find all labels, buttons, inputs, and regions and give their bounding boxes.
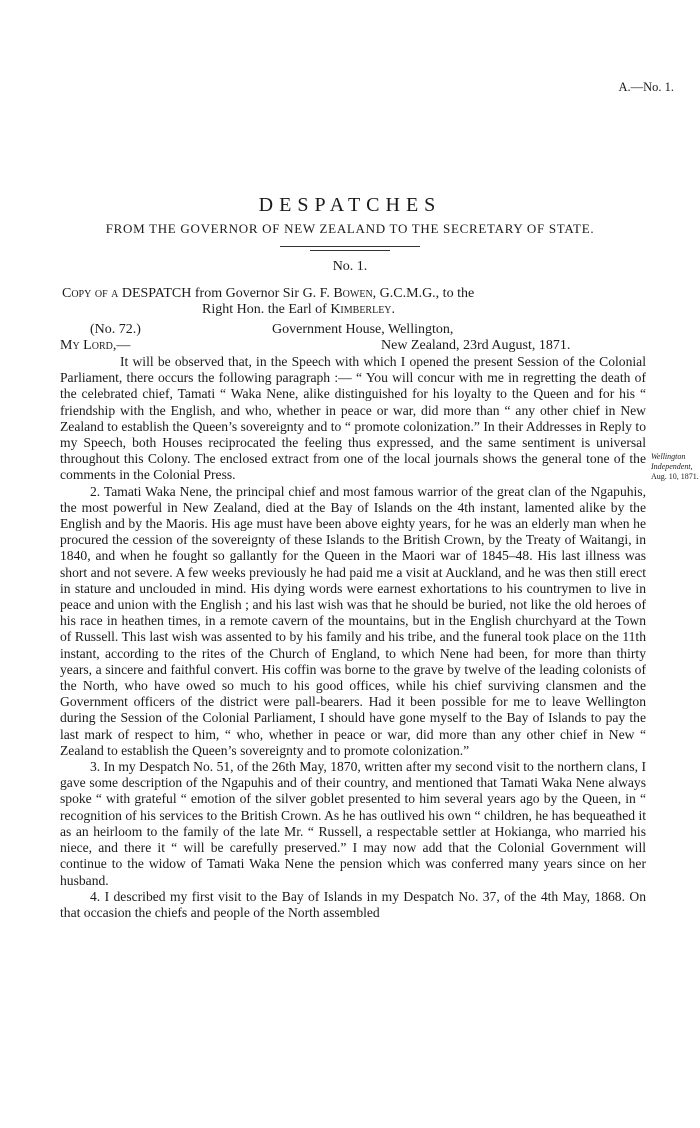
address-line-1: Government House, Wellington, [272, 322, 454, 337]
copy-heading-line1: Copy of a DESPATCH from Governor Sir G. F. Bowen, G.C.M.G., to the [62, 286, 475, 301]
despatch-number: (No. 72.) [90, 322, 141, 337]
paragraph-1: It will be observed that, in the Speech with which I opened the present Session of the Colonial Parliament, there occurs the following paragraph :— “ You will concur with me in regretting the death of the celebrated chief, Tamati “ Waka Nene, alike distinguished for his loyalty to the Queen and for his “ friendship with the English, and who, whether in peace or war, did more than “ any other chief in New Zealand to establish the Queen’s sovereignty and to “ promote colonization.” In their Addresses in Reply to my Speech, both Houses reciprocated the feeling thus expressed, and the same sentiment is universal throughout this Colony. The enclosed extract from one of the local journals shows the general tone of the comments in the Colonial Press. [60, 354, 646, 483]
despatch-body [60, 354, 646, 921]
page-reference: A.—No. 1. [618, 80, 674, 94]
salutation: My Lord,— [60, 338, 131, 353]
margin-note-line-3: Aug. 10, 1871. [651, 472, 699, 481]
paragraph-3: 3. In my Despatch No. 51, of the 26th May, 1870, written after my second visit to the northern clans, I gave some description of the Ngapuhis and of their country, and mentioned that Tamati Waka Nene always spoke “ with grateful “ emotion of the silver goblet presented to him several years ago by the Queen, in “ recognition of his services to the British Crown. As he has outlived his own “ children, he has bequeathed it as an heirloom to the family of the late Mr. “ Russell, a respectable settler at Hokianga, who married his niece, and there it “ will be carefully preserved.” I may now add that the Colonial Government will continue to the widow of Tamati Waka Nene the pension which was conferred many years since on her husband. [60, 759, 646, 888]
margin-note-line-1: Wellington [651, 452, 686, 461]
divider-rule-short [310, 250, 390, 251]
margin-note [651, 452, 700, 482]
title-divider [0, 246, 700, 251]
document-number: No. 1. [332, 259, 368, 274]
document-subtitle: FROM THE GOVERNOR OF NEW ZEALAND TO THE SECRETARY OF STATE. [105, 221, 595, 236]
copy-heading-line2: Right Hon. the Earl of Kimberley. [202, 302, 396, 317]
margin-note-line-2: Independent, [651, 462, 693, 471]
divider-rule-long [280, 246, 420, 247]
document-title: DESPATCHES [258, 194, 442, 216]
address-line-2: New Zealand, 23rd August, 1871. [381, 338, 571, 353]
paragraph-4: 4. I described my first visit to the Bay of Islands in my Despatch No. 37, of the 4th May, 1868. On that occasion the chiefs and people of the North assembled [60, 888, 646, 920]
paragraph-2: 2. Tamati Waka Nene, the principal chief and most famous warrior of the great clan of the Ngapuhis, the most powerful in New Zealand, died at the Bay of Islands on the 4th instant, lamented alike by the English and by the Maoris. His age must have been above eighty years, for he was an elderly man when he procured the cession of the sovereignty of these Islands to the British Crown, by the Treaty of Waitangi, in 1840, and when he fought so gallantly for the Queen in the Maori war of 1845–48. His last illness was short and not severe. A few weeks previously he had paid me a visit at Auckland, and he was then still erect in stature and unclouded in mind. His dying words were earnest exhortations to his countrymen to live in peace and union with the English ; and his last wish was that he should be buried, not like the old heroes of his race in heathen times, in a remote cavern of the mountains, but in the English churchyard at the Town of Russell. This last wish was assented to by his family and his tribe, and the funeral took place on the 11th instant, according to the rites of the Church of England, to which Nene had been, for more than thirty years, a sincere and faithful convert. His coffin was borne to the grave by twelve of the leading colonists of the North, who have owed so much to his good offices, while his chief surviving clansmen and the Government officers of the district were pall-bearers. Had it been possible for me to leave Wellington during the Session of the Colonial Parliament, I should have gone myself to the Bay of Islands to pay the last mark of respect to him, “ who, whether in peace or war, did more than any other chief in New “ Zealand to establish the Queen’s sovereignty and to promote colonization.” [60, 483, 646, 758]
